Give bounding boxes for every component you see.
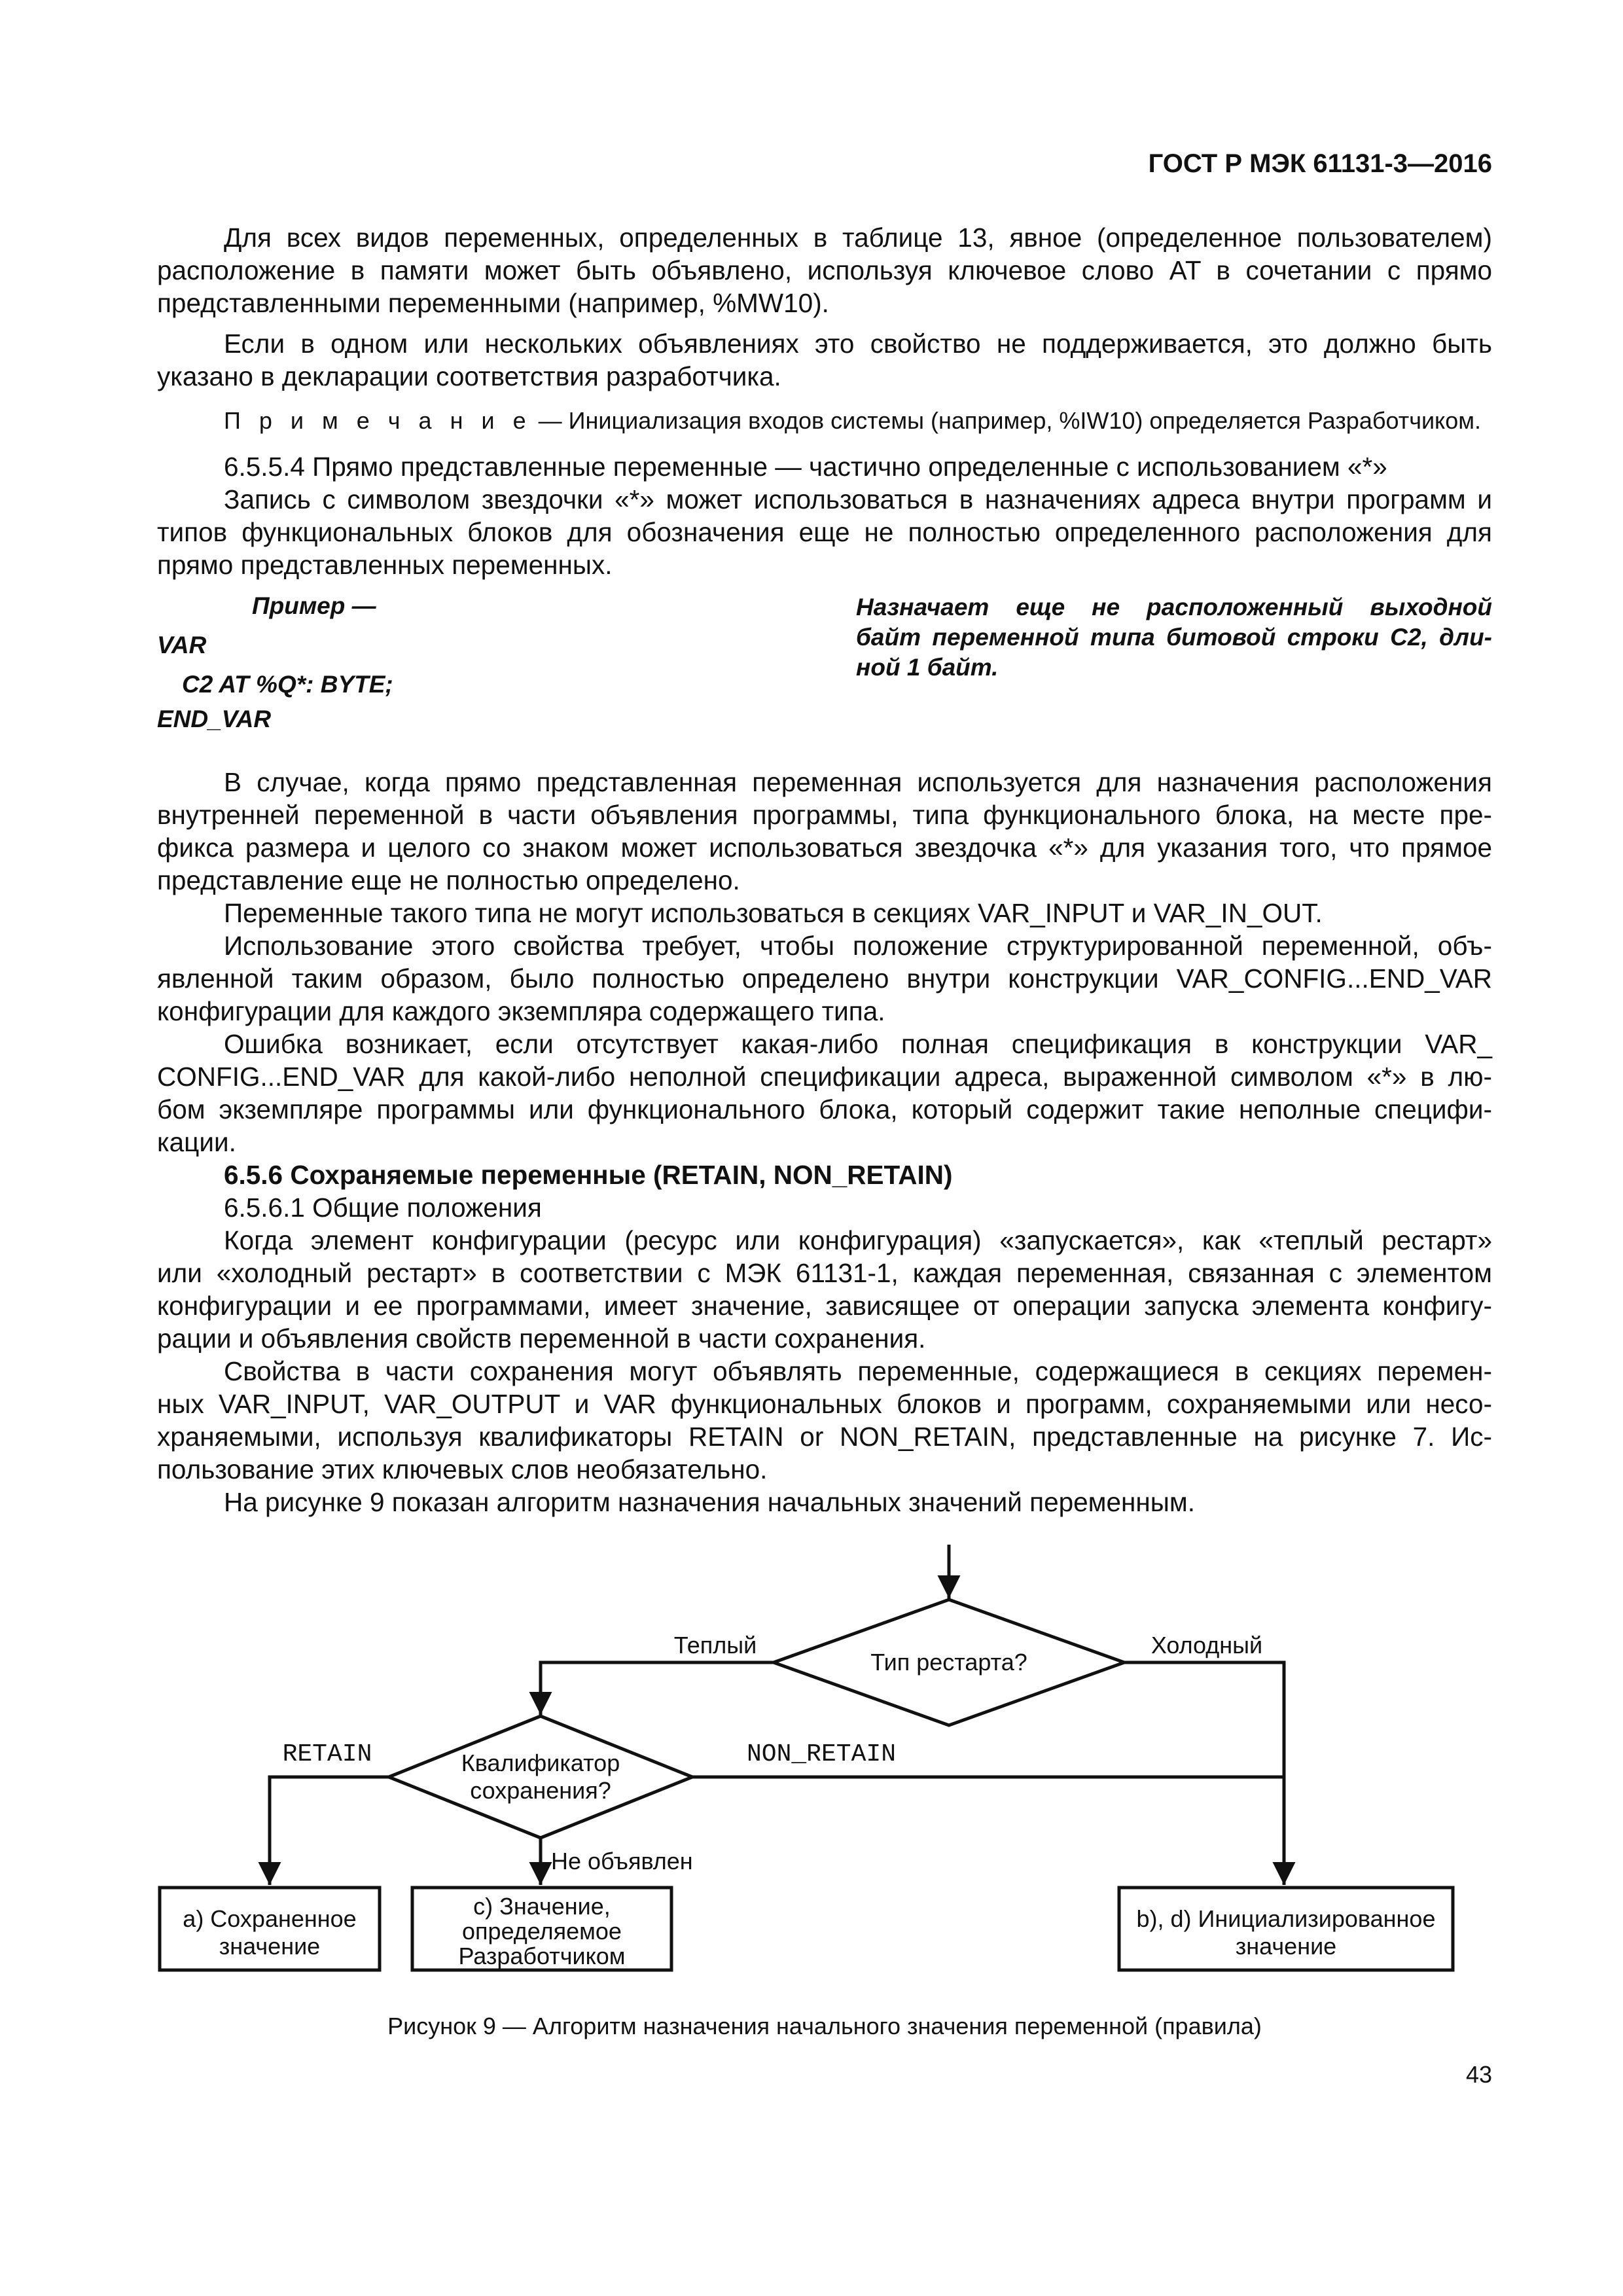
code-line: C2 AT %Q*: BYTE;	[182, 671, 393, 698]
comment-line: байт переменной типа битовой строки C2, дли-	[856, 624, 1492, 651]
retain-branch-connector	[270, 1777, 389, 1885]
code-line: END_VAR	[157, 706, 272, 732]
example-label: Пример —	[252, 592, 376, 619]
warm-branch-connector	[541, 1662, 774, 1715]
non-retain-label: NON_RETAIN	[746, 1740, 897, 1768]
warm-label: Теплый	[673, 1632, 757, 1659]
text-line: бом экземпляре программы или функционального блока, который содержит такие неполные специфи-	[157, 1094, 1492, 1124]
section-heading: 6.5.5.4 Прямо представленные переменные — частично определенные с использованием «*»	[224, 452, 1387, 482]
developer-value-text: с) Значение,	[473, 1893, 611, 1920]
comment-line: Назначает еще не расположенный выходной	[856, 594, 1492, 620]
initialized-value-text: значение	[1235, 1933, 1337, 1960]
text-line: На рисунке 9 показан алгоритм назначения начальных значений переменным.	[224, 1487, 1195, 1517]
text-line: кации.	[157, 1127, 236, 1157]
developer-value-text: определяемое	[462, 1918, 622, 1945]
text-line: представление еще не полностью определено.	[157, 865, 740, 895]
text-line: Свойства в части сохранения могут объявлять переменные, содержащиеся в секциях перемен-	[224, 1356, 1492, 1386]
code-line: VAR	[157, 632, 207, 658]
saved-value-text: значение	[219, 1933, 321, 1960]
qualifier-decision-label: Квалификатор	[461, 1749, 620, 1776]
text-line: Если в одном или нескольких объявлениях это свойство не поддерживается, это должно быть	[224, 329, 1492, 359]
section-heading: 6.5.6 Сохраняемые переменные (RETAIN, NON_RETAIN)	[224, 1160, 953, 1190]
text-line: представленными переменными (например, %MW10).	[157, 288, 829, 318]
text-line: рации и объявления свойств переменной в части сохранения.	[157, 1323, 926, 1354]
cold-label: Холодный	[1150, 1632, 1263, 1659]
text-line: указано в декларации соответствия разработчика.	[157, 361, 781, 391]
text-line: храняемыми, используя квалификаторы RETAIN or NON_RETAIN, представленные на рисунке 7. Ис-	[157, 1422, 1492, 1452]
developer-value-text: Разработчиком	[458, 1943, 626, 1969]
text-line: пользование этих ключевых слов необязательно.	[157, 1454, 768, 1484]
initialized-value-text: b), d) Инициализированное	[1136, 1905, 1436, 1932]
text-line: ных VAR_INPUT, VAR_OUTPUT и VAR функциональных блоков и программ, сохраняемыми или несо-	[157, 1389, 1492, 1419]
text-line: явленной таким образом, было полностью определено внутри конструкции VAR_CONFIG...END_VAR	[157, 963, 1492, 994]
text-line: или «холодный рестарт» в соответствии с МЭК 61131-1, каждая переменная, связанная с элементом	[157, 1258, 1492, 1288]
text-line: конфигурации для каждого экземпляра содержащего типа.	[157, 996, 885, 1026]
text-line: Запись с символом звездочки «*» может использоваться в назначениях адреса внутри программ и	[224, 484, 1492, 514]
text-line: фикса размера и целого со знаком может использоваться звездочка «*» для указания того, что прямое	[157, 833, 1492, 863]
text-line: прямо представленных переменных.	[157, 550, 613, 580]
text-line: Для всех видов переменных, определенных в таблице 13, явное (определенное пользователем)	[224, 223, 1492, 253]
text-line: Использование этого свойства требует, чтобы положение структурированной переменной, объ-	[224, 931, 1492, 961]
text-line: внутренней переменной в части объявления программы, типа функционального блока, на месте пре-	[157, 800, 1492, 830]
qualifier-decision-label: сохранения?	[470, 1777, 611, 1804]
text-line: расположение в памяти может быть объявлено, используя ключевое слово AT в сочетании с прямо	[157, 255, 1492, 285]
text-line: Ошибка возникает, если отсутствует какая-либо полная спецификация в конструкции VAR_	[224, 1029, 1492, 1059]
note-label: П р и м е ч а н и е	[224, 407, 532, 434]
document-standard-header: ГОСТ Р МЭК 61131-3—2016	[1148, 149, 1492, 178]
text-line: Когда элемент конфигурации (ресурс или конфигурация) «запускается», как «теплый рестарт»	[224, 1225, 1492, 1255]
subsection-heading: 6.5.6.1 Общие положения	[224, 1193, 542, 1223]
figure-caption: Рисунок 9 — Алгоритм назначения начального значения переменной (правила)	[387, 2013, 1262, 2039]
text-line: В случае, когда прямо представленная переменная используется для назначения расположения	[224, 767, 1492, 797]
text-line: типов функциональных блоков для обозначения еще не полностью определенного расположения для	[157, 517, 1492, 547]
restart-decision-label: Тип рестарта?	[870, 1649, 1027, 1676]
text-line: конфигурации и ее программами, имеет значение, зависящее от операции запуска элемента конфигу-	[157, 1291, 1492, 1321]
cold-branch-connector	[1124, 1662, 1284, 1885]
text-line: Переменные такого типа не могут использоваться в секциях VAR_INPUT и VAR_IN_OUT.	[224, 898, 1323, 928]
retain-label: RETAIN	[282, 1740, 372, 1768]
note-text: — Инициализация входов системы (например, %IW10) определяется Разработчиком.	[531, 407, 1481, 434]
comment-line: ной 1 байт.	[856, 654, 999, 681]
saved-value-text: а) Сохраненное	[183, 1905, 357, 1932]
page-number: 43	[1465, 2061, 1492, 2088]
text-line: CONFIG...END_VAR для какой-либо неполной спецификации адреса, выраженной символом «*» в лю-	[157, 1062, 1492, 1092]
not-declared-label: Не объявлен	[551, 1848, 693, 1874]
